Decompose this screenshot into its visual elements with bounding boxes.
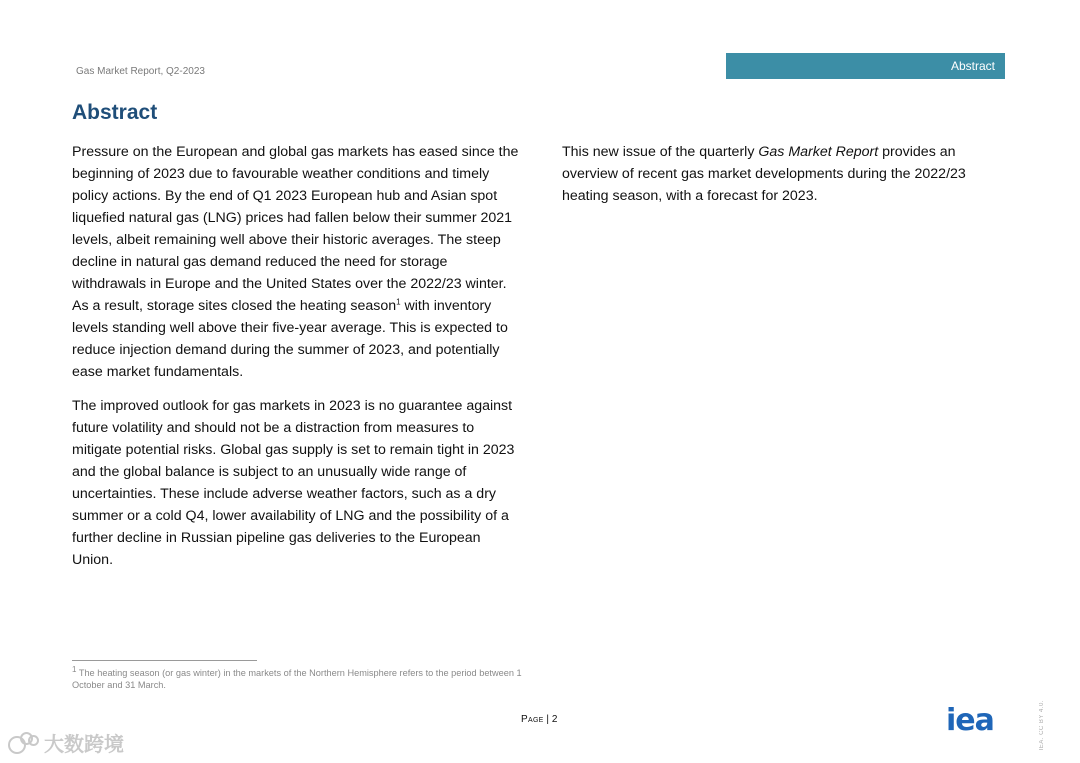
intro-text-a: This new issue of the quarterly [562,144,759,160]
section-tab [726,53,1005,79]
watermark-icon [8,732,38,754]
left-column [72,141,520,583]
report-name: Gas Market Report, Q2-2023 [76,66,205,77]
footnote-divider [72,660,257,661]
footnote-ref[interactable]: 1 [396,297,401,307]
iea-logo: iea [946,703,994,738]
paragraph-1 [72,141,520,383]
page-title: Abstract [72,101,158,124]
footnote-number: 1 [72,664,77,674]
license-text: IEA. CC BY 4.0. [1039,700,1045,751]
page-number-value: 2 [551,714,558,725]
right-column [562,141,1002,207]
intro-paragraph [562,141,1002,207]
paragraph-2: The improved outlook for gas markets in 2023 is no guarantee against future volatility and should not be a distraction from measures to mitigate potential risks. Global gas supply is set to remain tight in 2023 and the global balance is subject to an unusually wide range of uncertainties. These include adverse weather factors, such as a dry summer or a cold Q4, lower availability of LNG and the possibility of a further decline in Russian pipeline gas deliveries to the European Union. [72,398,515,568]
page-label: Page [521,714,544,725]
paragraph-1-text-b: with inventory levels standing well above their five-year average. This is expected to reduce injection demand during the summer of 2023, and potentially ease market fundamentals. [72,298,508,380]
section-tab-label: Abstract [950,59,995,73]
footnote [72,664,532,691]
footnote-text: The heating season (or gas winter) in the markets of the Northern Hemisphere refers to the period between 1 October and 31 March. [72,668,522,690]
intro-text-b: provides an overview of recent gas market developments during the 2022/23 heating season, with a forecast for 2023. [562,144,966,204]
paragraph-1-text-a: Pressure on the European and global gas markets has eased since the beginning of 2023 due to favourable weather conditions and timely policy actions. By the end of Q1 2023 European hub and Asian spot liquefied natural gas (LNG) prices had fallen below their summer 2021 levels, albeit remaining well above their historic averages. The steep decline in natural gas demand reduced the need for storage withdrawals in Europe and the United States over the 2022/23 winter. As a result, storage sites closed the heating season [72,144,519,314]
watermark-text: 大数跨境 [44,734,124,756]
page-number [521,714,557,725]
report-title-italic: Gas Market Report [758,144,879,160]
watermark [8,728,124,757]
page-separator: | [543,714,552,725]
